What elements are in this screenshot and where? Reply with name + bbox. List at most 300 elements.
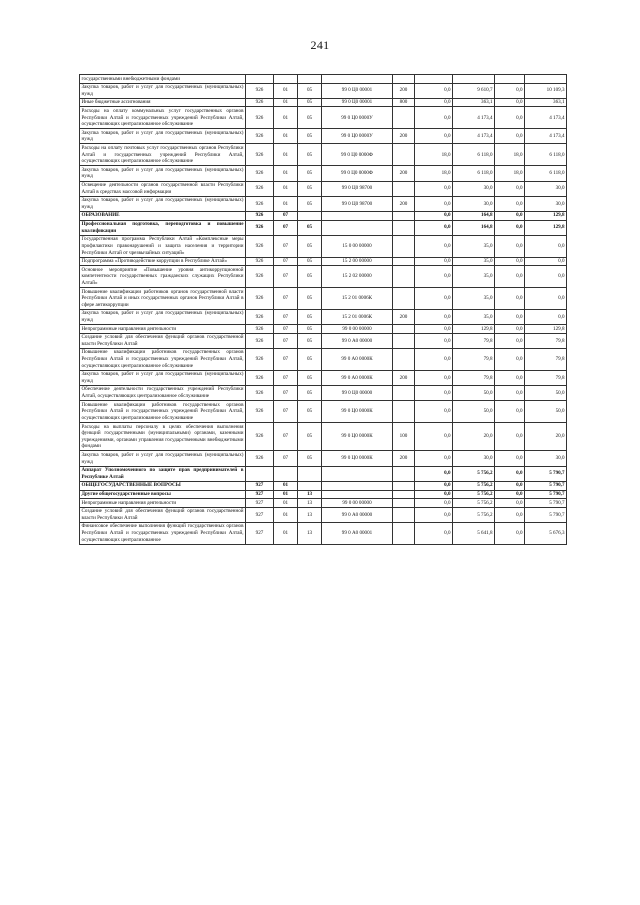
cell-value-2: 79,8 bbox=[453, 348, 495, 370]
cell-description: Создание условий для обеспечения функций органов государственной власти Республики Алтай bbox=[81, 508, 244, 521]
cell-value-2: 30,0 bbox=[453, 181, 495, 196]
cell-section: 01 bbox=[274, 181, 298, 196]
cell-expense-type bbox=[393, 220, 415, 235]
cell-expense-type: 200 bbox=[393, 83, 415, 98]
cell-section: 01 bbox=[274, 83, 298, 98]
cell-target-article: 99 0 Ц0 0000У bbox=[322, 107, 393, 129]
cell-expense-type bbox=[393, 288, 415, 310]
cell-expense-type bbox=[393, 481, 415, 490]
cell-value-2: 6 118,0 bbox=[453, 166, 495, 181]
cell-description: Закупка товаров, работ и услуг для государственных (муниципальных) нужд bbox=[81, 310, 244, 323]
cell-admin-code: 926 bbox=[246, 370, 274, 385]
cell-value-1: 0,0 bbox=[415, 385, 453, 400]
cell-subsection: 05 bbox=[298, 333, 322, 348]
cell-subsection: 05 bbox=[298, 266, 322, 288]
cell-value-2: 30,0 bbox=[453, 451, 495, 466]
cell-section: 07 bbox=[274, 288, 298, 310]
cell-admin-code: 926 bbox=[246, 423, 274, 451]
cell-target-article bbox=[322, 211, 393, 220]
cell-value-1: 0,0 bbox=[415, 211, 453, 220]
cell-expense-type: 200 bbox=[393, 370, 415, 385]
cell-expense-type: 200 bbox=[393, 309, 415, 324]
cell-description: ОБЩЕГОСУДАРСТВЕННЫЕ ВОПРОСЫ bbox=[80, 481, 246, 490]
cell-subsection: 05 bbox=[298, 166, 322, 181]
table-body bbox=[80, 75, 567, 545]
cell-admin-code: 926 bbox=[246, 181, 274, 196]
cell-value-4: 20,0 bbox=[525, 423, 567, 451]
cell-admin-code: 926 bbox=[246, 83, 274, 98]
cell-value-2: 5 756,2 bbox=[453, 466, 495, 481]
cell-value-4: 30,0 bbox=[525, 181, 567, 196]
cell-subsection: 13 bbox=[298, 507, 322, 522]
table-row bbox=[80, 466, 567, 481]
cell-value-4: 50,0 bbox=[525, 401, 567, 423]
table-row bbox=[80, 266, 567, 288]
cell-section: 07 bbox=[274, 423, 298, 451]
cell-value-4: 5 790,7 bbox=[525, 507, 567, 522]
cell-expense-type: 200 bbox=[393, 451, 415, 466]
cell-subsection: 05 bbox=[298, 423, 322, 451]
cell-admin-code: 926 bbox=[246, 98, 274, 107]
cell-value-1: 0,0 bbox=[415, 451, 453, 466]
cell-target-article: 99 0 Ц0 00001 bbox=[322, 83, 393, 98]
cell-admin-code: 926 bbox=[246, 325, 274, 334]
cell-value-4: 129,8 bbox=[525, 325, 567, 334]
table-row bbox=[80, 370, 567, 385]
table-row bbox=[80, 129, 567, 144]
table-row bbox=[80, 423, 567, 451]
cell-section: 07 bbox=[274, 333, 298, 348]
cell-description: Другие общегосударственные вопросы bbox=[80, 490, 246, 499]
cell-description: Освещение деятельности органов государственной власти Республики Алтай в средствах массовой информации bbox=[81, 182, 244, 195]
cell-subsection: 05 bbox=[298, 144, 322, 166]
cell-section: 07 bbox=[274, 211, 298, 220]
cell-value-4: 5 790,7 bbox=[525, 481, 567, 490]
cell-value-3: 0,0 bbox=[495, 490, 525, 499]
cell-subsection: 05 bbox=[298, 348, 322, 370]
cell-value-3: 0,0 bbox=[495, 423, 525, 451]
table-row bbox=[80, 166, 567, 181]
cell-expense-type bbox=[393, 490, 415, 499]
cell-value-4: 4 173,4 bbox=[525, 107, 567, 129]
cell-section: 01 bbox=[274, 144, 298, 166]
table-row bbox=[80, 309, 567, 324]
cell-expense-type: 200 bbox=[393, 166, 415, 181]
cell-target-article: 15 0 00 00000 bbox=[322, 235, 393, 257]
cell-value-3: 0,0 bbox=[495, 83, 525, 98]
cell-section: 01 bbox=[274, 107, 298, 129]
cell-subsection: 05 bbox=[298, 107, 322, 129]
cell-description: Закупка товаров, работ и услуг для государственных (муниципальных) нужд bbox=[81, 129, 244, 143]
table-row bbox=[80, 401, 567, 423]
cell-value-2: 50,0 bbox=[453, 401, 495, 423]
cell-admin-code: 926 bbox=[246, 107, 274, 129]
cell-section: 07 bbox=[274, 451, 298, 466]
cell-value-4: 0,0 bbox=[525, 235, 567, 257]
cell-value-2: 4 173,4 bbox=[453, 129, 495, 144]
cell-value-1: 0,0 bbox=[415, 333, 453, 348]
cell-section: 07 bbox=[274, 266, 298, 288]
cell-value-2: 164,8 bbox=[453, 220, 495, 235]
cell-expense-type bbox=[393, 507, 415, 522]
cell-target-article: 99 0 Ц0 0000У bbox=[322, 129, 393, 144]
cell-subsection: 05 bbox=[298, 98, 322, 107]
cell-value-3: 0,0 bbox=[495, 181, 525, 196]
table-row bbox=[80, 75, 567, 84]
cell-value-1: 0,0 bbox=[415, 481, 453, 490]
cell-target-article: 99 0 Ц0 0000К bbox=[322, 423, 393, 451]
cell-value-3: 0,0 bbox=[495, 257, 525, 266]
cell-value-4: 79,8 bbox=[525, 370, 567, 385]
table-row bbox=[80, 144, 567, 166]
cell-expense-type bbox=[393, 144, 415, 166]
cell-value-4: 5 676,3 bbox=[525, 522, 567, 544]
cell-value-3: 18,0 bbox=[495, 166, 525, 181]
cell-value-2: 9 610,7 bbox=[453, 83, 495, 98]
cell-target-article: 99 0 А0 0000К bbox=[322, 348, 393, 370]
table-row bbox=[80, 181, 567, 196]
cell-value-2: 35,0 bbox=[453, 266, 495, 288]
cell-expense-type bbox=[393, 385, 415, 400]
cell-target-article bbox=[322, 490, 393, 499]
cell-admin-code: 926 bbox=[246, 401, 274, 423]
table-row bbox=[80, 98, 567, 107]
cell-value-3: 0,0 bbox=[495, 333, 525, 348]
cell-admin-code: 926 bbox=[246, 288, 274, 310]
cell-expense-type bbox=[393, 522, 415, 544]
cell-description: Повышение квалификации работников государственных органов Республики Алтай и государственных учреждений Республики Алтай, осуществляющих централизованное обслуживание bbox=[81, 401, 244, 421]
cell-subsection: 05 bbox=[298, 181, 322, 196]
cell-section: 01 bbox=[274, 166, 298, 181]
cell-value-1: 0,0 bbox=[415, 288, 453, 310]
cell-value-3: 0,0 bbox=[495, 481, 525, 490]
cell-section: 07 bbox=[274, 235, 298, 257]
cell-admin-code: 926 bbox=[246, 211, 274, 220]
cell-section: 01 bbox=[274, 499, 298, 508]
cell-description: Государственная программа Республики Алтай «Комплексные меры профилактики правонарушений и защита населения и территории Республики Алтай от чрезвычайных ситуаций» bbox=[81, 236, 244, 256]
cell-description: Основное мероприятие «Повышение уровня антикоррупционной компетентности государственных гражданских служащих Республики Алтай» bbox=[81, 266, 244, 286]
cell-description: Создание условий для обеспечения функций органов государственной власти Республики Алтай bbox=[81, 334, 244, 347]
cell-description: Непрограммные направления деятельности bbox=[80, 499, 246, 508]
cell-subsection: 05 bbox=[298, 325, 322, 334]
cell-value-2: 5 756,2 bbox=[453, 499, 495, 508]
page-number: 241 bbox=[310, 38, 330, 52]
cell-expense-type bbox=[393, 107, 415, 129]
cell-target-article: 99 0 А0 00000 bbox=[322, 507, 393, 522]
cell-value-1: 0,0 bbox=[415, 266, 453, 288]
cell-value-1: 0,0 bbox=[415, 181, 453, 196]
cell-description: государственными внебюджетными фондами bbox=[80, 75, 246, 84]
table-row bbox=[80, 481, 567, 490]
cell-value-4: 129,8 bbox=[525, 220, 567, 235]
cell-expense-type bbox=[393, 401, 415, 423]
cell-expense-type: 200 bbox=[393, 196, 415, 211]
cell-value-4: 5 790,7 bbox=[525, 466, 567, 481]
cell-admin-code: 926 bbox=[246, 166, 274, 181]
cell-value-4: 6 118,0 bbox=[525, 144, 567, 166]
cell-value-3: 0,0 bbox=[495, 507, 525, 522]
cell-expense-type bbox=[393, 325, 415, 334]
cell-value-4: 4 173,4 bbox=[525, 129, 567, 144]
cell-value-2: 20,0 bbox=[453, 423, 495, 451]
cell-section: 07 bbox=[274, 220, 298, 235]
table-row bbox=[80, 507, 567, 522]
table-row bbox=[80, 385, 567, 400]
cell-section: 07 bbox=[274, 309, 298, 324]
cell-admin-code: 926 bbox=[246, 196, 274, 211]
cell-value-2: 363,1 bbox=[453, 98, 495, 107]
cell-value-2: 5 756,2 bbox=[453, 481, 495, 490]
cell-target-article: 99 0 А0 00000 bbox=[322, 333, 393, 348]
table-row bbox=[80, 220, 567, 235]
cell-admin-code: 927 bbox=[246, 499, 274, 508]
cell-section: 07 bbox=[274, 385, 298, 400]
cell-target-article: 99 0 Ц0 0000К bbox=[322, 401, 393, 423]
cell-subsection: 13 bbox=[298, 499, 322, 508]
cell-value-3: 0,0 bbox=[495, 98, 525, 107]
cell-expense-type bbox=[393, 266, 415, 288]
cell-value-4: 0,0 bbox=[525, 309, 567, 324]
table-row bbox=[80, 522, 567, 544]
table-row bbox=[80, 333, 567, 348]
cell-value-1: 0,0 bbox=[415, 257, 453, 266]
cell-description: Обеспечение деятельности государственных учреждений Республики Алтай, осуществляющих централизованное обслуживание bbox=[81, 386, 244, 400]
cell-target-article: 15 2 01 0006К bbox=[322, 288, 393, 310]
cell-admin-code: 926 bbox=[246, 385, 274, 400]
cell-value-4: 0,0 bbox=[525, 288, 567, 310]
cell-subsection bbox=[298, 75, 322, 84]
cell-description: Закупка товаров, работ и услуг для государственных (муниципальных) нужд bbox=[81, 371, 244, 384]
cell-value-2: 50,0 bbox=[453, 385, 495, 400]
cell-value-1: 0,0 bbox=[415, 507, 453, 522]
cell-admin-code: 926 bbox=[246, 144, 274, 166]
cell-expense-type: 200 bbox=[393, 129, 415, 144]
cell-target-article: 99 0 Ц0 00001 bbox=[322, 98, 393, 107]
cell-value-1: 0,0 bbox=[415, 220, 453, 235]
cell-value-3: 0,0 bbox=[495, 348, 525, 370]
cell-admin-code: 926 bbox=[246, 235, 274, 257]
table-row bbox=[80, 235, 567, 257]
cell-expense-type bbox=[393, 257, 415, 266]
cell-target-article: 99 0 Ц0 98700 bbox=[322, 181, 393, 196]
cell-target-article: 99 0 Ц0 0000Ф bbox=[322, 166, 393, 181]
cell-description: Иные бюджетные ассигнования bbox=[80, 98, 246, 107]
cell-target-article: 15 2 02 00000 bbox=[322, 266, 393, 288]
cell-description: Аппарат Уполномоченного по защите прав предпринимателей в Республике Алтай bbox=[81, 467, 244, 480]
table-row bbox=[80, 451, 567, 466]
cell-value-3: 0,0 bbox=[495, 288, 525, 310]
cell-subsection: 05 bbox=[298, 401, 322, 423]
cell-target-article: 99 0 А0 0000К bbox=[322, 370, 393, 385]
cell-subsection: 05 bbox=[298, 370, 322, 385]
cell-value-2: 79,8 bbox=[453, 370, 495, 385]
cell-target-article: 99 0 Ц0 0000К bbox=[322, 451, 393, 466]
cell-section: 01 bbox=[274, 196, 298, 211]
cell-admin-code: 927 bbox=[246, 481, 274, 490]
cell-description: Непрограммные направления деятельности bbox=[80, 325, 246, 334]
cell-value-4: 0,0 bbox=[525, 266, 567, 288]
cell-value-1: 0,0 bbox=[415, 370, 453, 385]
cell-target-article: 15 2 00 00000 bbox=[322, 257, 393, 266]
cell-value-1: 0,0 bbox=[415, 522, 453, 544]
cell-value-4: 5 790,7 bbox=[525, 499, 567, 508]
cell-description: Повышение квалификации работников органов государственной власти Республики Алтай и иных государственных органов Республики Алтай в сфере антикоррупции bbox=[81, 288, 244, 308]
cell-value-4: 50,0 bbox=[525, 385, 567, 400]
cell-value-3: 0,0 bbox=[495, 196, 525, 211]
cell-admin-code: 926 bbox=[246, 220, 274, 235]
cell-value-3: 0,0 bbox=[495, 309, 525, 324]
cell-value-1: 0,0 bbox=[415, 309, 453, 324]
cell-value-3: 0,0 bbox=[495, 370, 525, 385]
cell-subsection bbox=[298, 466, 322, 481]
cell-value-1: 0,0 bbox=[415, 490, 453, 499]
cell-target-article bbox=[322, 481, 393, 490]
cell-value-1: 0,0 bbox=[415, 98, 453, 107]
cell-value-3: 0,0 bbox=[495, 220, 525, 235]
cell-subsection: 13 bbox=[298, 490, 322, 499]
cell-section bbox=[274, 466, 298, 481]
cell-value-1: 0,0 bbox=[415, 129, 453, 144]
cell-value-2: 5 756,2 bbox=[453, 507, 495, 522]
cell-value-2: 79,8 bbox=[453, 333, 495, 348]
cell-value-4: 5 790,7 bbox=[525, 490, 567, 499]
cell-value-3: 0,0 bbox=[495, 451, 525, 466]
cell-expense-type: 800 bbox=[393, 98, 415, 107]
cell-value-2: 35,0 bbox=[453, 309, 495, 324]
cell-description: Закупка товаров, работ и услуг для государственных (муниципальных) нужд bbox=[81, 451, 244, 465]
cell-value-1: 0,0 bbox=[415, 348, 453, 370]
cell-value-4: 30,0 bbox=[525, 451, 567, 466]
cell-subsection bbox=[298, 211, 322, 220]
cell-subsection: 05 bbox=[298, 288, 322, 310]
cell-value-1: 0,0 bbox=[415, 107, 453, 129]
cell-value-2: 6 118,0 bbox=[453, 144, 495, 166]
cell-admin-code: 926 bbox=[246, 257, 274, 266]
cell-description: Повышение квалификации работников государственных органов Республики Алтай и государственных учреждений Республики Алтай, осуществляющих централизованное обслуживание bbox=[81, 349, 244, 369]
cell-description: Расходы на оплату коммунальных услуг государственных органов Республики Алтай и государственных учреждений Республики Алтай, осуществляющих централизованное обслуживание bbox=[81, 107, 244, 128]
cell-target-article: 99 0 Ц0 98700 bbox=[322, 196, 393, 211]
cell-value-3: 0,0 bbox=[495, 266, 525, 288]
cell-target-article: 99 0 Ц0 00000 bbox=[322, 385, 393, 400]
cell-target-article: 99 0 00 00000 bbox=[322, 499, 393, 508]
cell-value-3: 0,0 bbox=[495, 107, 525, 129]
cell-value-4: 79,8 bbox=[525, 348, 567, 370]
cell-value-2 bbox=[453, 75, 495, 84]
cell-description: Расходы на выплаты персоналу в целях обеспечения выполнения функций государственными (муниципальными) органами, казенными учреждениями, органами управления государственными внебюджетными фондами bbox=[81, 423, 244, 450]
cell-section bbox=[274, 75, 298, 84]
cell-value-3: 0,0 bbox=[495, 211, 525, 220]
cell-value-3: 0,0 bbox=[495, 466, 525, 481]
table-row bbox=[80, 490, 567, 499]
cell-value-1: 0,0 bbox=[415, 83, 453, 98]
cell-value-3 bbox=[495, 75, 525, 84]
table-row bbox=[80, 196, 567, 211]
cell-value-3: 18,0 bbox=[495, 144, 525, 166]
cell-value-1: 0,0 bbox=[415, 466, 453, 481]
cell-description: Подпрограмма «Противодействие коррупции в Республике Алтай» bbox=[80, 257, 246, 266]
budget-table bbox=[79, 74, 567, 545]
cell-value-1: 0,0 bbox=[415, 499, 453, 508]
cell-expense-type bbox=[393, 466, 415, 481]
cell-description: Закупка товаров, работ и услуг для государственных (муниципальных) нужд bbox=[81, 166, 244, 180]
cell-section: 07 bbox=[274, 325, 298, 334]
cell-section: 07 bbox=[274, 401, 298, 423]
cell-expense-type bbox=[393, 211, 415, 220]
table-row bbox=[80, 107, 567, 129]
cell-section: 07 bbox=[274, 257, 298, 266]
cell-value-4: 363,1 bbox=[525, 98, 567, 107]
cell-section: 01 bbox=[274, 481, 298, 490]
cell-target-article: 99 0 00 00000 bbox=[322, 325, 393, 334]
cell-subsection: 05 bbox=[298, 451, 322, 466]
cell-target-article bbox=[322, 75, 393, 84]
cell-section: 07 bbox=[274, 370, 298, 385]
cell-value-1: 0,0 bbox=[415, 423, 453, 451]
cell-description: Закупка товаров, работ и услуг для государственных (муниципальных) нужд bbox=[81, 197, 244, 210]
cell-subsection: 13 bbox=[298, 522, 322, 544]
cell-value-3: 0,0 bbox=[495, 385, 525, 400]
cell-section: 07 bbox=[274, 348, 298, 370]
cell-expense-type bbox=[393, 348, 415, 370]
cell-target-article bbox=[322, 220, 393, 235]
cell-value-2: 30,0 bbox=[453, 196, 495, 211]
table-row bbox=[80, 211, 567, 220]
cell-value-4: 6 118,0 bbox=[525, 166, 567, 181]
cell-value-3: 0,0 bbox=[495, 129, 525, 144]
cell-value-1: 0,0 bbox=[415, 401, 453, 423]
cell-description: Финансовое обеспечение выполнения функций государственных органов Республики Алтай и государственных учреждений Республики Алтай, осуществляющих централизованное bbox=[81, 523, 244, 543]
table-row bbox=[80, 288, 567, 310]
cell-value-3: 0,0 bbox=[495, 499, 525, 508]
table-row bbox=[80, 499, 567, 508]
cell-value-3: 0,0 bbox=[495, 325, 525, 334]
table-row bbox=[80, 348, 567, 370]
cell-value-2: 5 641,8 bbox=[453, 522, 495, 544]
cell-value-1: 0,0 bbox=[415, 325, 453, 334]
cell-expense-type bbox=[393, 75, 415, 84]
table-row bbox=[80, 83, 567, 98]
cell-subsection: 05 bbox=[298, 309, 322, 324]
table-row bbox=[80, 257, 567, 266]
cell-target-article: 99 0 Ц0 0000Ф bbox=[322, 144, 393, 166]
cell-value-4: 30,0 bbox=[525, 196, 567, 211]
cell-value-4: 0,0 bbox=[525, 257, 567, 266]
cell-value-2: 35,0 bbox=[453, 235, 495, 257]
cell-subsection: 05 bbox=[298, 235, 322, 257]
cell-expense-type bbox=[393, 333, 415, 348]
cell-target-article: 15 2 01 0006К bbox=[322, 309, 393, 324]
cell-value-3: 0,0 bbox=[495, 522, 525, 544]
cell-subsection: 05 bbox=[298, 385, 322, 400]
cell-description: Закупка товаров, работ и услуг для государственных (муниципальных) нужд bbox=[81, 84, 244, 97]
cell-subsection: 05 bbox=[298, 129, 322, 144]
cell-admin-code: 926 bbox=[246, 266, 274, 288]
cell-expense-type: 100 bbox=[393, 423, 415, 451]
cell-value-1: 18,0 bbox=[415, 144, 453, 166]
cell-value-4 bbox=[525, 75, 567, 84]
cell-value-3: 0,0 bbox=[495, 401, 525, 423]
cell-section: 01 bbox=[274, 129, 298, 144]
cell-value-2: 35,0 bbox=[453, 257, 495, 266]
cell-target-article: 99 0 А0 00001 bbox=[322, 522, 393, 544]
cell-description: ОБРАЗОВАНИЕ bbox=[80, 211, 246, 220]
cell-admin-code: 926 bbox=[246, 333, 274, 348]
cell-target-article bbox=[322, 466, 393, 481]
table-row bbox=[80, 325, 567, 334]
cell-value-2: 35,0 bbox=[453, 288, 495, 310]
cell-value-4: 79,8 bbox=[525, 333, 567, 348]
cell-expense-type bbox=[393, 499, 415, 508]
